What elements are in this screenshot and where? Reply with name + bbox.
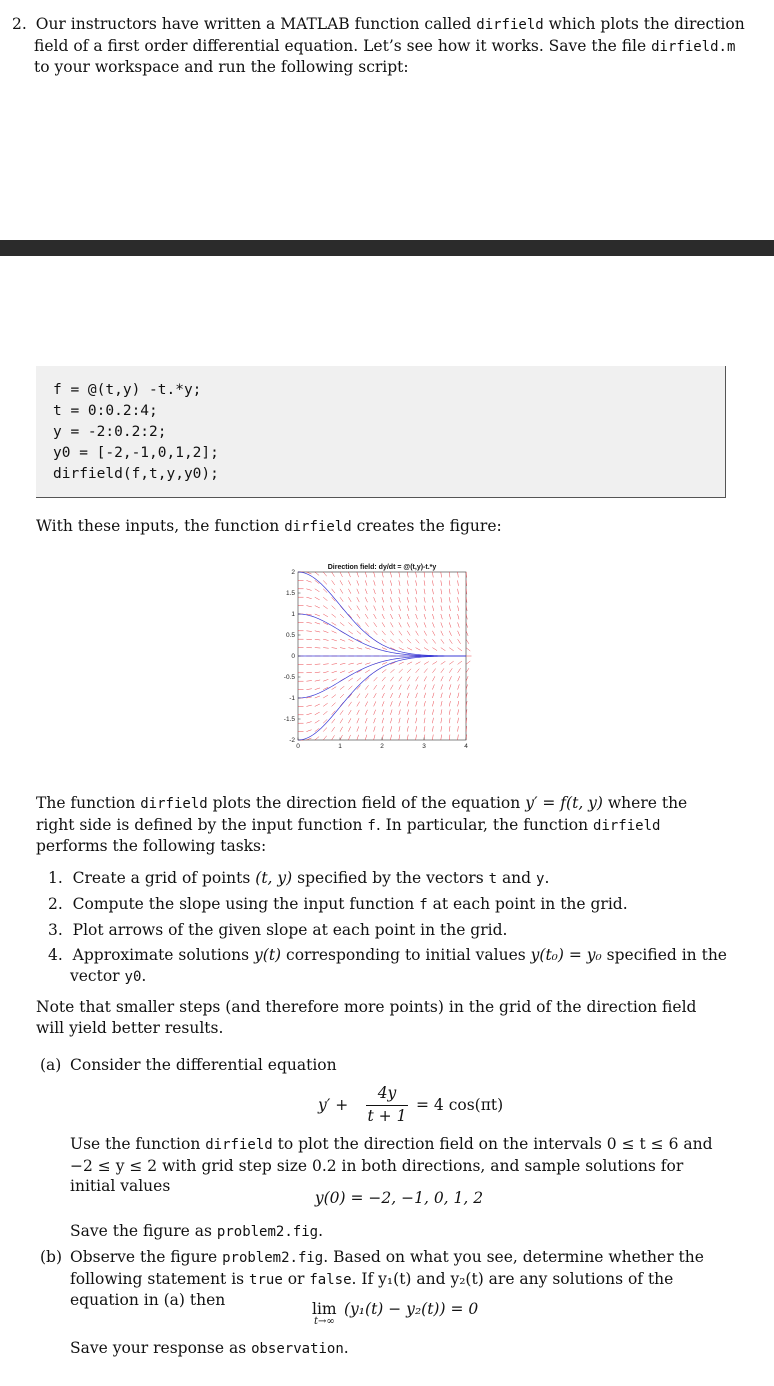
obs-file: problem2.fig bbox=[222, 1250, 324, 1266]
x-tick-label: 0 bbox=[296, 743, 300, 750]
part-b-label: (b) bbox=[40, 1248, 63, 1266]
y-tick-label: -1.5 bbox=[283, 716, 295, 724]
slope-arrow bbox=[466, 648, 470, 651]
desc-eq: y′ = f(t, y) bbox=[525, 794, 603, 812]
desc-3: where the right side is defined by the input function bbox=[36, 794, 688, 834]
task-number: 3. bbox=[48, 921, 63, 939]
y-tick-label: 1.5 bbox=[285, 590, 295, 598]
task-list bbox=[48, 868, 728, 992]
desc-fn2: dirfield bbox=[593, 817, 661, 834]
eq-frac-den: t + 1 bbox=[367, 1107, 407, 1125]
part-b-save bbox=[70, 1338, 728, 1360]
task-text: Approximate solutions bbox=[72, 946, 255, 964]
save-text: Save the figure as bbox=[70, 1222, 217, 1240]
obs-true: true bbox=[249, 1271, 283, 1288]
intro-file: dirfield.m bbox=[651, 38, 736, 55]
task-number: 2. bbox=[48, 895, 63, 913]
x-tick-label: 4 bbox=[464, 743, 468, 750]
eq-frac-bar bbox=[366, 1105, 408, 1106]
chart-title: Direction field: dy/dt = @(t,y)-t.*y bbox=[327, 564, 437, 571]
obs-1: Observe the figure bbox=[70, 1248, 223, 1266]
part-a-initial-values bbox=[70, 1188, 728, 1209]
save-file: problem2.fig bbox=[216, 1224, 319, 1240]
intro-paragraph bbox=[12, 14, 750, 78]
save-text-end: . bbox=[318, 1222, 323, 1240]
code-line: dirfield(f,t,y,y0); bbox=[53, 466, 219, 482]
y-tick-label: -0.5 bbox=[283, 674, 295, 682]
task-text: and bbox=[497, 869, 537, 887]
x-tick-label: 3 bbox=[422, 743, 426, 750]
code-line: y0 = [-2,-1,0,1,2]; bbox=[53, 445, 219, 461]
list-item bbox=[48, 920, 728, 941]
use-text-2: to plot the direction field on the intervals 0 ≤ t ≤ 6 and −2 ≤ y ≤ 2 with grid step size 0.2 in both directions, and sample solutions for initial values bbox=[70, 1135, 713, 1195]
code-block bbox=[36, 366, 726, 498]
task-text: . bbox=[544, 869, 550, 887]
task-math: y(t) bbox=[254, 946, 282, 964]
intro-fn: dirfield bbox=[476, 17, 544, 33]
lim-expr: (y₁(t) − y₂(t)) = 0 bbox=[344, 1300, 479, 1318]
with-inputs-fn: dirfield bbox=[284, 519, 352, 535]
list-item bbox=[48, 945, 728, 987]
slope-arrow bbox=[466, 661, 470, 664]
problem-number: 2. bbox=[12, 15, 27, 33]
desc-2: plots the direction field of the equation bbox=[207, 794, 526, 812]
part-a-save bbox=[70, 1221, 728, 1243]
y-tick-label: 1 bbox=[291, 611, 295, 619]
save-var: observation bbox=[251, 1341, 344, 1357]
task-text: specified in the vector bbox=[70, 946, 727, 985]
desc-4: . In particular, the function bbox=[375, 815, 594, 834]
use-text-1: Use the function bbox=[70, 1135, 206, 1153]
task-text: Compute the slope using the input function bbox=[72, 895, 420, 913]
y-tick-label: 2 bbox=[291, 569, 295, 577]
intro-text-1: Our instructors have written a MATLAB function called bbox=[35, 15, 477, 33]
task-number: 4. bbox=[48, 946, 63, 964]
lim-sub: t→∞ bbox=[314, 1316, 335, 1327]
code-line: f = @(t,y) -t.*y; bbox=[53, 382, 202, 398]
slope-arrow bbox=[466, 631, 468, 636]
with-inputs-text bbox=[36, 516, 726, 538]
desc-f: f bbox=[367, 817, 376, 834]
direction-field-figure bbox=[270, 558, 500, 790]
task-text: at each point in the grid. bbox=[427, 895, 628, 913]
list-item bbox=[48, 868, 728, 890]
slope-arrow bbox=[466, 668, 469, 673]
save-response-text: Save your response as bbox=[70, 1339, 252, 1357]
intro-text-3: to your workspace and run the following script: bbox=[34, 58, 409, 76]
task-text: corresponding to initial values bbox=[281, 946, 531, 964]
slope-arrow bbox=[466, 639, 469, 644]
lim: lim bbox=[312, 1300, 337, 1318]
desc-fn: dirfield bbox=[140, 796, 208, 812]
task-code: t bbox=[488, 871, 498, 887]
divider-bar bbox=[0, 240, 774, 256]
slope-arrow bbox=[466, 676, 468, 681]
description-paragraph bbox=[36, 793, 728, 857]
initial-values: y(0) = −2, −1, 0, 1, 2 bbox=[314, 1189, 484, 1207]
with-inputs-2: creates the figure: bbox=[351, 517, 502, 535]
obs-2: . Based on what you see, determine whether the following statement is bbox=[70, 1248, 704, 1288]
y-tick-label: 0 bbox=[291, 653, 295, 661]
desc-5: performs the following tasks: bbox=[36, 837, 267, 855]
x-tick-label: 1 bbox=[338, 743, 342, 750]
use-fn: dirfield bbox=[205, 1137, 273, 1153]
code-line: t = 0:0.2:4; bbox=[53, 403, 158, 419]
task-math: (t, y) bbox=[255, 869, 293, 887]
x-tick-label: 2 bbox=[380, 743, 384, 750]
list-item bbox=[48, 894, 728, 916]
task-code: y0 bbox=[124, 968, 142, 985]
intro-text-2: which plots the direction field of a first order differential equation. Let’s see how it works. Save the file bbox=[34, 15, 745, 55]
task-text: specified by the vectors bbox=[292, 869, 489, 887]
obs-3: . If y₁(t) and y₂(t) are any solutions of the equation in (a) then bbox=[70, 1269, 674, 1309]
obs-false: false bbox=[309, 1271, 352, 1288]
eq-left: y′ + bbox=[318, 1096, 349, 1114]
task-text: . bbox=[141, 966, 147, 985]
eq-frac-num: 4y bbox=[377, 1084, 397, 1102]
obs-or: or bbox=[282, 1269, 310, 1288]
code-line: y = -2:0.2:2; bbox=[53, 424, 167, 440]
note-paragraph: Note that smaller steps (and therefore more points) in the grid of the direction field will yield better results. bbox=[36, 998, 697, 1037]
task-number: 1. bbox=[48, 869, 63, 887]
save-response-end: . bbox=[343, 1339, 349, 1357]
task-text: Create a grid of points bbox=[72, 869, 256, 887]
y-tick-label: -1 bbox=[289, 695, 295, 703]
y-tick-label: -2 bbox=[289, 737, 295, 745]
desc-1: The function bbox=[36, 794, 141, 812]
task-math: y(t₀) = y₀ bbox=[530, 946, 602, 964]
part-a-text: Consider the differential equation bbox=[70, 1056, 337, 1074]
task-code: f bbox=[419, 897, 428, 913]
eq-right: = 4 cos(πt) bbox=[416, 1096, 504, 1114]
task-text: Plot arrows of the given slope at each point in the grid. bbox=[72, 921, 508, 939]
task-code: y bbox=[536, 871, 545, 887]
part-a-label: (a) bbox=[40, 1056, 62, 1074]
with-inputs-1: With these inputs, the function bbox=[36, 517, 285, 535]
y-tick-label: 0.5 bbox=[285, 632, 295, 640]
